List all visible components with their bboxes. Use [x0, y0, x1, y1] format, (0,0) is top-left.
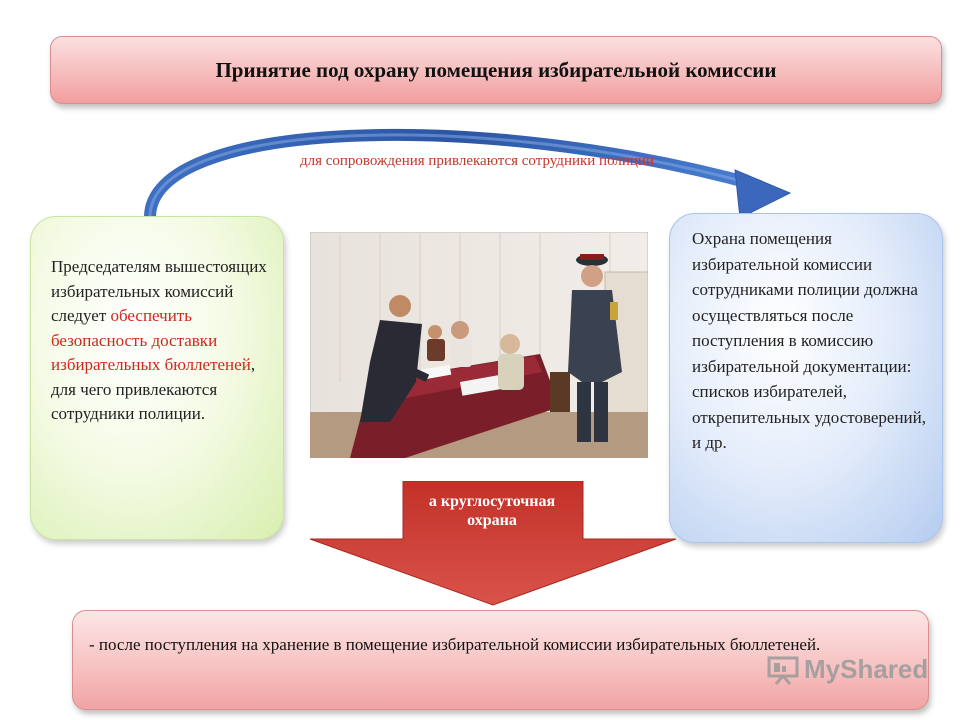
presentation-icon [766, 655, 800, 685]
watermark [766, 654, 928, 685]
watermark-text: MyShared [804, 654, 929, 684]
page-title: Принятие под охрану помещения избирательной комиссии [215, 57, 777, 82]
bottom-info-text: - после поступления на хранение в помещение избирательной комиссии избирательных бюллетеней. [89, 635, 821, 654]
arc-caption: для сопровождения привлекаются сотрудники полиции [299, 153, 654, 169]
right-info-box [669, 213, 943, 543]
polling-station-photo [310, 232, 648, 458]
left-text-start: Председателям вышестоящих избирательных комиссий следует [51, 257, 267, 325]
left-text-end: , для чего привлекаются сотрудники полиции. [51, 355, 256, 423]
left-text-highlight: обеспечить безопасность доставки избирательных бюллетеней [51, 306, 251, 374]
left-info-text [51, 255, 271, 427]
down-arrow-label: а круглосуточная охрана [428, 493, 556, 529]
left-info-box [30, 216, 284, 540]
right-info-text: Охрана помещения избирательной комиссии сотрудниками полиции должна осуществляться после поступления в комиссию избирательной документации: списков избирателей, открепительных удостоверений, и др. [692, 229, 926, 452]
